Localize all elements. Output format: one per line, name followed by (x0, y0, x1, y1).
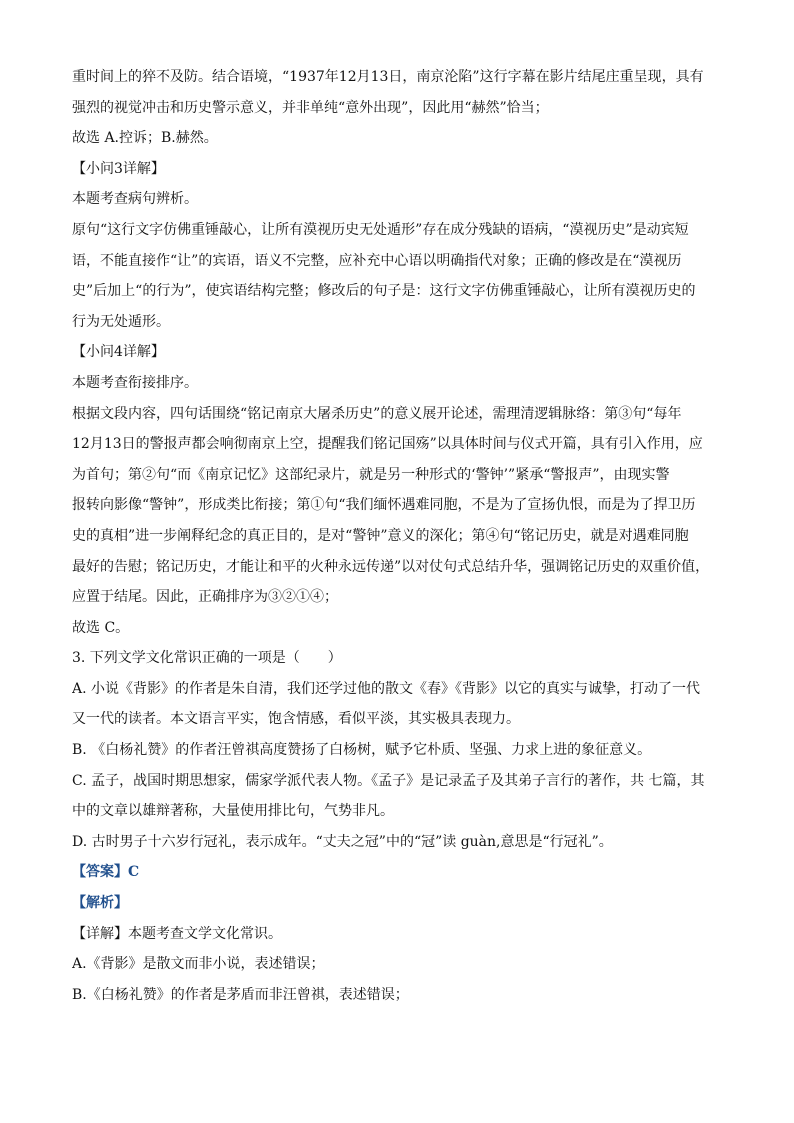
text-line: 史的真相”进一步阐释纪念的真正目的，是对“警钟”意义的深化；第④句“铭记历史，就是对遇难同胞 (72, 527, 689, 544)
text-line: 史”后加上“的行为”，使宾语结构完整；修改后的句子是：这行文字仿佛重锤敲心，让所有漠视历史的 (72, 283, 696, 300)
text-line: 强烈的视觉冲击和历史警示意义，并非单纯“意外出现”，因此用“赫然”恰当； (72, 99, 549, 116)
text-line: 行为无处遁形。 (72, 313, 170, 330)
text-line: 报转向影像“警钟”，形成类比衔接；第①句“我们缅怀遇难同胞，不是为了宣扬仇恨，而是为了捍卫历 (72, 497, 696, 514)
option-c: C. 孟子，战国时期思想家，儒家学派代表人物。《孟子》是记录孟子及其弟子言行的著作，共 七篇，其 (72, 772, 705, 789)
text-line: 为首句；第②句“而《南京记忆》这部纪录片，就是另一种形式的‘警钟’”紧承“警报声”，由现实警 (72, 466, 670, 483)
document-body (72, 62, 722, 1010)
option-b: B. 《白杨礼赞》的作者汪曾祺高度赞扬了白杨树，赋予它朴质、坚强、力求上进的象征意义。 (72, 742, 652, 759)
option-c-continued: 中的文章以雄辩著称，大量使用排比句，气势非凡。 (72, 803, 394, 820)
section-heading: 【小问3详解】 (72, 160, 165, 177)
text-line: A.《背影》是散文而非小说，表述错误； (72, 956, 325, 973)
text-line: 12月13日的警报声都会响彻南京上空，提醒我们铭记国殇”以具体时间与仪式开篇，具有引入作用，应 (72, 436, 703, 453)
text-line: 原句“这行文字仿佛重锤敲心，让所有漠视历史无处遁形”存在成分残缺的语病，“漠视历史”是动宾短 (72, 221, 689, 238)
text-line: 语，不能直接作“让”的宾语，语义不完整，应补充中心语以明确指代对象；正确的修改是在“漠视历 (72, 252, 682, 269)
text-line: 重时间上的猝不及防。结合语境，“1937年12月13日，南京沦陷”这行字幕在影片结尾庄重呈现，具有 (72, 69, 704, 85)
analysis-label: 【解析】 (72, 895, 128, 912)
answer-label: 【答案】C (72, 864, 140, 881)
text-line: 根据文段内容，四句话围绕“铭记南京大屠杀历史”的意义展开论述，需理清逻辑脉络：第③句“每年 (72, 405, 682, 422)
question-stem: 3. 下列文学文化常识正确的一项是（ ） (72, 650, 342, 667)
option-a-continued: 又一代的读者。本文语言平实，饱含情感，看似平淡，其实极具表现力。 (72, 711, 520, 728)
detail-heading: 【详解】本题考查文学文化常识。 (72, 925, 282, 942)
option-d: D. 古时男子十六岁行冠礼，表示成年。“丈夫之冠”中的“冠”读 guàn,意思是“行冠礼”。 (72, 833, 613, 850)
text-line: 故选 C。 (72, 619, 130, 636)
section-heading: 【小问4详解】 (72, 344, 165, 361)
text-line: 应置于结尾。因此，正确排序为③②①④； (72, 589, 338, 606)
text-line: 最好的告慰；铭记历史，才能让和平的火种永远传递”以对仗句式总结升华，强调铭记历史的双重价值， (72, 558, 710, 575)
text-line: 本题考查病句辨析。 (72, 191, 198, 208)
text-line: B.《白杨礼赞》的作者是茅盾而非汪曾祺，表述错误； (72, 986, 409, 1003)
text-line: 本题考查衔接排序。 (72, 374, 198, 391)
option-a: A. 小说《背影》的作者是朱自清，我们还学过他的散文《春》《背影》以它的真实与诚挚，打动了一代 (72, 680, 701, 697)
text-line: 故选 A.控诉；B.赫然。 (72, 130, 218, 147)
